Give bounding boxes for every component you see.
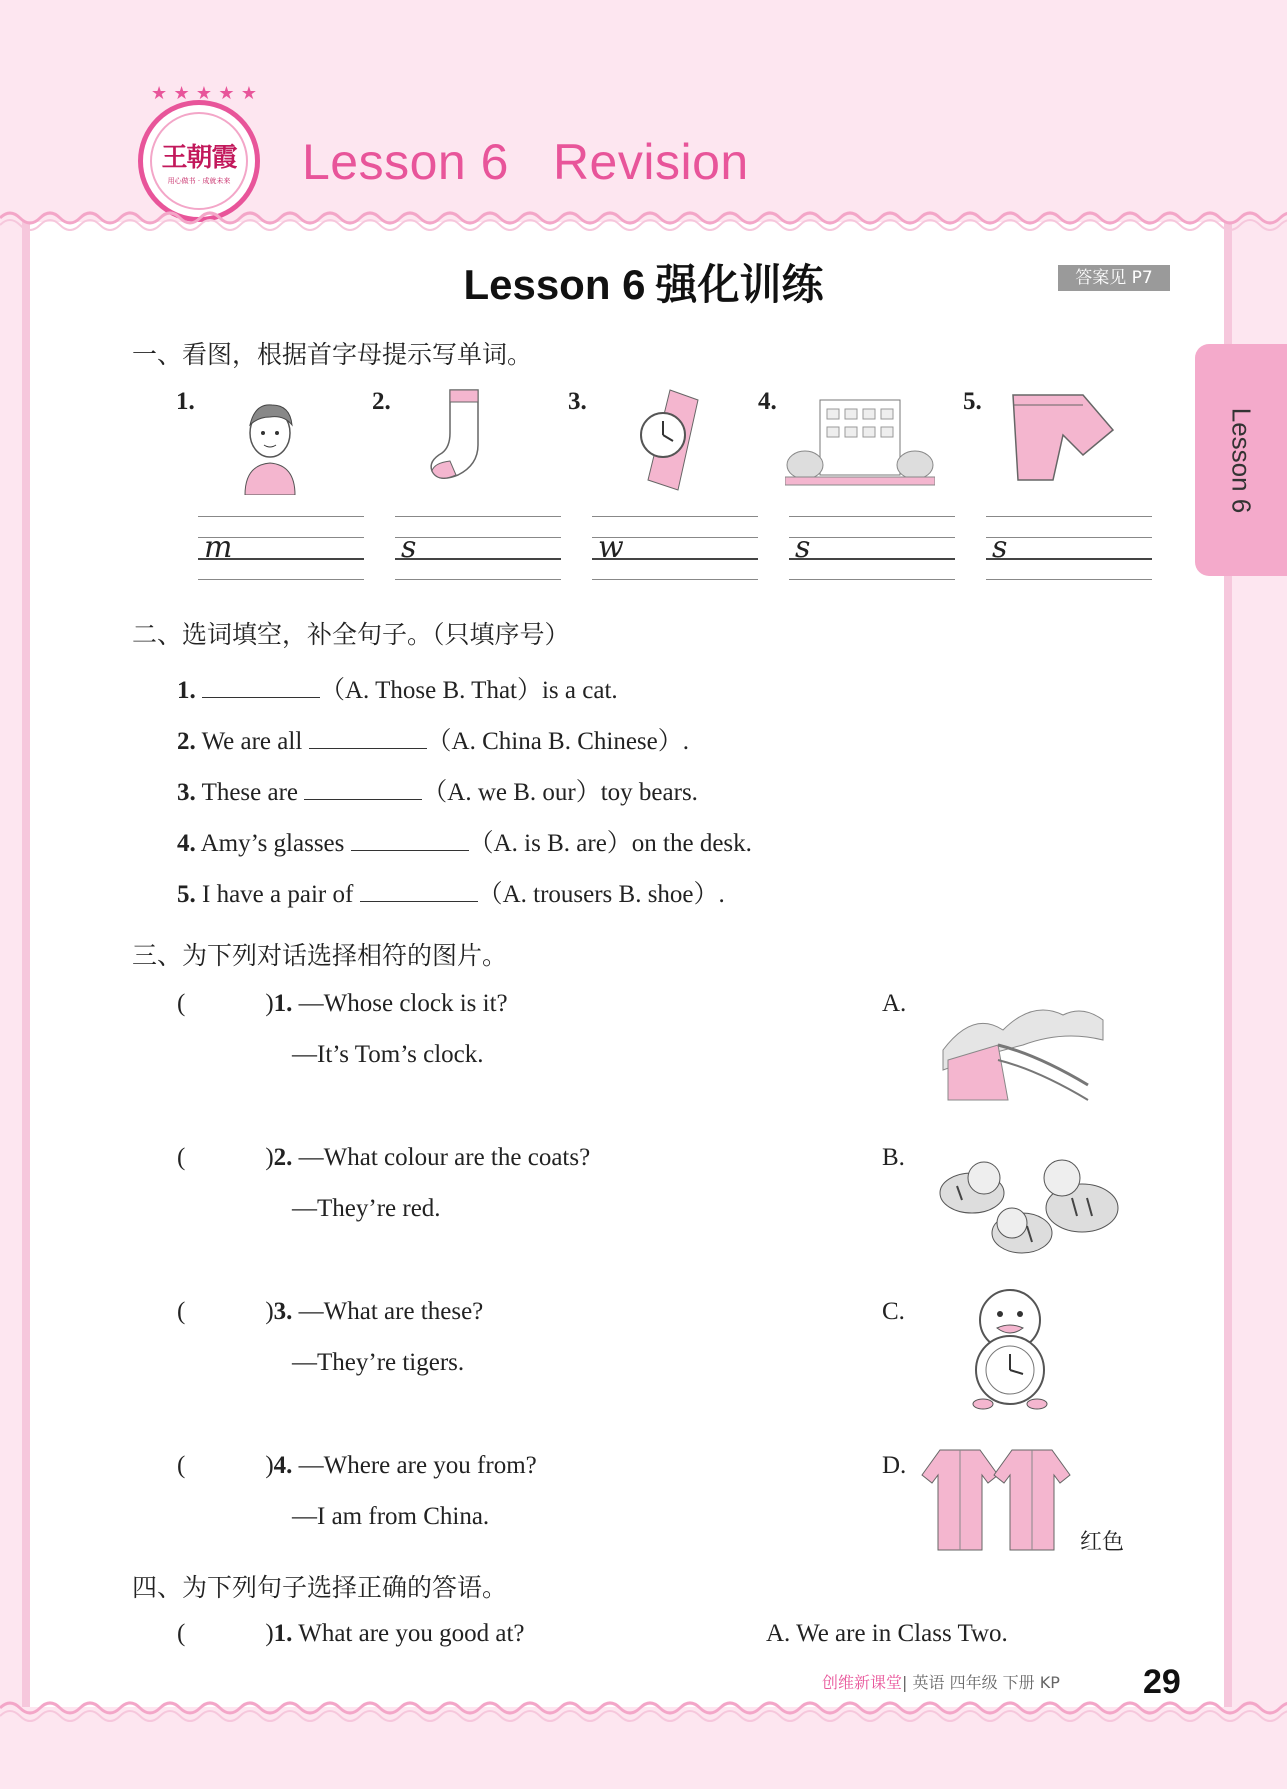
duck-clock-icon — [945, 1282, 1115, 1412]
sock-icon — [420, 385, 530, 495]
item-number: 5. — [177, 881, 196, 908]
watch-icon — [615, 385, 725, 495]
page-number: 29 — [1143, 1663, 1181, 1701]
title-revision: Revision — [552, 134, 749, 190]
dialog-question: —What colour are the coats? — [298, 1144, 591, 1171]
footer-brand: 创维新课堂 — [822, 1673, 903, 1692]
great-wall-icon — [938, 990, 1108, 1120]
s1-item-number: 3. — [568, 388, 587, 415]
dialog-answer: —It’s Tom’s clock. — [292, 1041, 484, 1068]
sentence-start: These are — [201, 779, 299, 806]
item-number: 4. — [177, 830, 196, 857]
paren-close: ) — [265, 990, 274, 1017]
coats-caption: 红色 — [1080, 1530, 1125, 1555]
s3-question — [177, 990, 508, 1018]
man-icon — [215, 385, 325, 495]
answer-blank[interactable] — [309, 727, 427, 749]
item-number: 1. — [273, 1620, 293, 1647]
option-letter: A. — [882, 990, 907, 1017]
item-number: 1. — [177, 677, 196, 704]
dialog-question: —Where are you from? — [298, 1452, 537, 1479]
s2-sentence — [177, 823, 752, 859]
sentence-start: I have a pair of — [202, 881, 354, 908]
hint-letter: s — [992, 530, 1008, 565]
paren-close: ) — [265, 1298, 274, 1325]
s2-sentence — [177, 874, 725, 910]
sentence-start: We are all — [201, 728, 303, 755]
option-letter: B. — [882, 1144, 905, 1171]
s1-item-number: 1. — [176, 388, 195, 415]
section3-heading: 三、为下列对话选择相符的图片。 — [132, 941, 508, 970]
title-lesson: Lesson 6 — [302, 134, 509, 190]
publisher-logo — [138, 83, 260, 222]
logo-stars: ★ ★ ★ ★ ★ — [151, 83, 257, 104]
hint-letter: s — [401, 530, 417, 565]
s1-item-number: 2. — [372, 388, 391, 415]
paren-close: ) — [265, 1452, 274, 1479]
item-number: 2. — [177, 728, 196, 755]
s4-option: A. We are in Class Two. — [766, 1620, 1008, 1647]
paren-open: ( — [177, 1452, 186, 1479]
top-wave-border — [0, 205, 1287, 231]
coats-icon — [920, 1445, 1080, 1560]
writing-lines[interactable] — [986, 516, 1152, 580]
s4-question-text: What are you good at? — [298, 1620, 525, 1647]
dialog-answer: —They’re tigers. — [292, 1349, 465, 1376]
s1-item-number: 4. — [758, 388, 777, 415]
side-tab-label: Lesson 6 — [1226, 407, 1257, 513]
item-number: 1. — [273, 990, 293, 1017]
footer-book-info: | 英语 四年级 下册 KP — [902, 1673, 1060, 1692]
shorts-icon — [1008, 385, 1118, 495]
sentence-options: （A. trousers B. shoe）. — [477, 881, 725, 908]
hint-letter: w — [598, 530, 624, 565]
paren-open: ( — [177, 990, 186, 1017]
side-lesson-tab — [1195, 344, 1287, 576]
s3-question — [177, 1144, 590, 1172]
s3-question — [177, 1452, 537, 1480]
writing-lines[interactable] — [395, 516, 561, 580]
paren-close: ) — [265, 1620, 274, 1647]
answer-blank[interactable] — [351, 829, 469, 851]
page-title — [302, 133, 749, 191]
answer-reference-badge: 答案见 P7 — [1058, 265, 1170, 291]
logo-subtext: 用心做书 · 成就未来 — [167, 176, 231, 185]
bottom-wave-border — [0, 1700, 1287, 1726]
paren-close: ) — [265, 1144, 274, 1171]
s2-sentence — [177, 772, 698, 808]
option-letter: C. — [882, 1298, 905, 1325]
hint-letter: s — [795, 530, 811, 565]
s4-question — [177, 1620, 525, 1648]
sentence-start: Amy’s glasses — [200, 830, 345, 857]
section1-heading: 一、看图，根据首字母提示写单词。 — [132, 340, 533, 369]
paren-open: ( — [177, 1620, 186, 1647]
s2-sentence — [177, 721, 689, 757]
writing-lines[interactable] — [198, 516, 364, 580]
hint-letter: m — [204, 530, 233, 565]
writing-lines[interactable] — [592, 516, 758, 580]
sentence-options: （A. we B. our）toy bears. — [422, 779, 698, 806]
logo-text: 王朝霞 — [161, 142, 237, 173]
school-icon — [785, 385, 935, 495]
answer-blank[interactable] — [360, 880, 478, 902]
sentence-options: （A. is B. are）on the desk. — [468, 830, 752, 857]
s2-sentence — [177, 670, 618, 706]
dialog-question: —Whose clock is it? — [298, 990, 508, 1017]
page-header — [0, 0, 1287, 215]
option-letter: D. — [882, 1452, 907, 1479]
tigers-icon — [922, 1138, 1132, 1268]
item-number: 3. — [177, 779, 196, 806]
item-number: 4. — [273, 1452, 293, 1479]
writing-lines[interactable] — [789, 516, 955, 580]
s3-question — [177, 1298, 483, 1326]
sentence-options: （A. China B. Chinese）. — [426, 728, 690, 755]
dialog-answer: —They’re red. — [292, 1195, 441, 1222]
paren-open: ( — [177, 1298, 186, 1325]
worksheet-title-en: Lesson 6 — [463, 261, 646, 308]
answer-blank[interactable] — [202, 676, 320, 698]
paren-open: ( — [177, 1144, 186, 1171]
page-footer — [822, 1670, 1060, 1693]
dialog-answer: —I am from China. — [292, 1503, 490, 1530]
section4-heading: 四、为下列句子选择正确的答语。 — [132, 1573, 508, 1602]
item-number: 3. — [273, 1298, 293, 1325]
section2-heading: 二、选词填空，补全句子。（只填序号） — [132, 620, 570, 649]
sentence-options: （A. Those B. That）is a cat. — [320, 677, 618, 704]
dialog-question: —What are these? — [298, 1298, 484, 1325]
answer-blank[interactable] — [304, 778, 422, 800]
s1-item-number: 5. — [963, 388, 982, 415]
item-number: 2. — [273, 1144, 293, 1171]
worksheet-title-zh: 强化训练 — [655, 260, 824, 309]
